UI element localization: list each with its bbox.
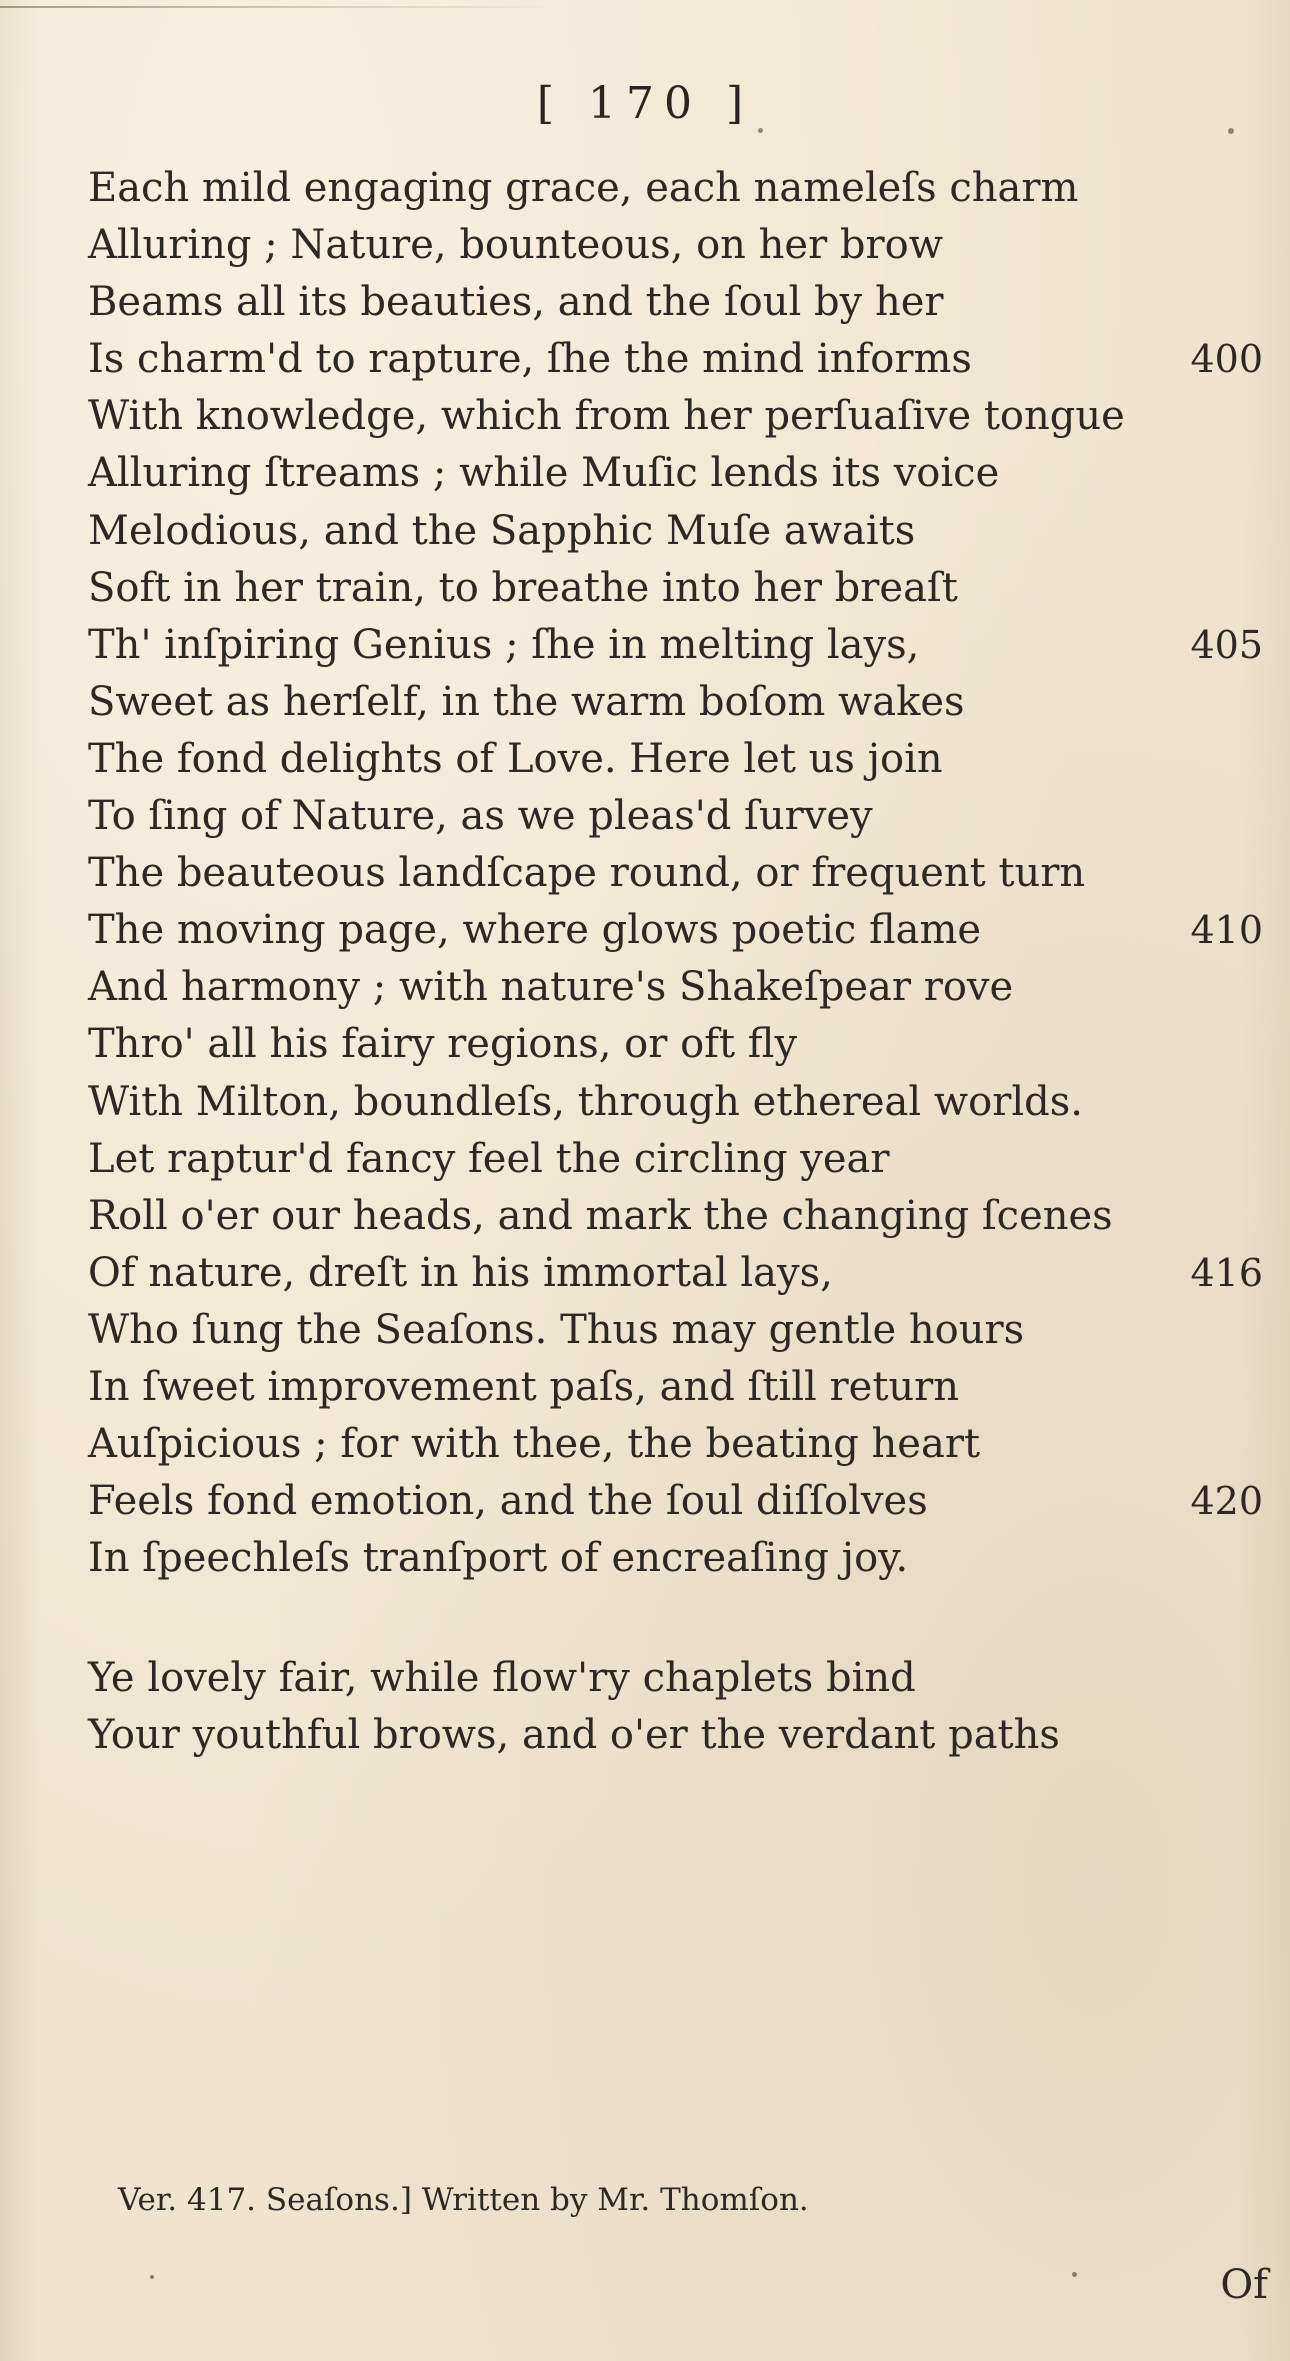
verse-line [88,902,1263,959]
verse-line [88,274,1263,331]
verse-line-text: Feels fond emotion, and the ſoul diſſolves [88,1478,928,1525]
ink-speck [1072,2272,1077,2277]
line-number: 410 [1190,908,1263,953]
ink-speck [1228,128,1234,134]
verse-line [88,388,1263,445]
top-edge-rule [0,6,560,8]
line-number: 416 [1190,1250,1263,1295]
verse-line-text: In ſweet improvement paſs, and ſtill return [88,1363,960,1410]
verse-line [88,1707,1263,1764]
verse-line [88,217,1263,274]
verse-line [88,617,1263,674]
verse-line-text: Melodious, and the Sapphic Muſe awaits [88,507,916,554]
verse-line-text: Alluring ſtreams ; while Muſic lends its voice [88,450,1000,497]
verse-line [88,1416,1263,1473]
stanza-1 [88,160,1263,1587]
verse-line-text: Sweet as herſelf, in the warm boſom wakes [88,678,965,725]
verse-line [88,560,1263,617]
line-number: 420 [1190,1479,1263,1524]
verse-line-text: Alluring ; Nature, bounteous, on her brow [88,222,943,269]
verse-line [88,1302,1263,1359]
verse-line [88,1016,1263,1073]
verse-line-text: In ſpeechleſs tranſport of encreaſing joy. [88,1535,909,1582]
line-number: 400 [1190,337,1263,382]
verse-line [88,1131,1263,1188]
verse-line-text: Who ſung the Seaſons. Thus may gentle hours [88,1306,1025,1353]
verse-block [88,160,1263,1765]
verse-line-text: Ye lovely fair, while flow'ry chaplets bind [88,1655,916,1702]
verse-line [88,160,1263,217]
verse-line [88,731,1263,788]
ink-speck [758,128,763,133]
verse-line [88,1245,1263,1302]
footnote: Ver. 417. Seaſons.] Written by Mr. Thomſon. [118,2182,809,2218]
verse-line-text: The fond delights of Love. Here let us join [88,735,943,782]
verse-line-text: Auſpicious ; for with thee, the beating heart [88,1421,981,1468]
verse-line [88,1530,1263,1587]
verse-line-text: Your youthful brows, and o'er the verdant paths [88,1712,1060,1759]
verse-line-text: Each mild engaging grace, each nameleſs charm [88,165,1079,211]
stanza-gap [88,1587,1263,1650]
verse-line-text: With Milton, boundleſs, through ethereal worlds. [88,1078,1083,1125]
verse-line [88,331,1263,388]
catchword: Of [1220,2262,1268,2308]
page-number: [ 170 ] [536,78,754,129]
verse-line-text: To ſing of Nature, as we pleas'd ſurvey [88,793,873,840]
verse-line-text: Let raptur'd fancy feel the circling year [88,1135,890,1182]
verse-line [88,788,1263,845]
ink-speck [150,2275,154,2279]
verse-line [88,1188,1263,1245]
verse-line [88,1359,1263,1416]
verse-line [88,1473,1263,1530]
verse-line [88,503,1263,560]
verse-line-text: With knowledge, which from her perſuaſive tongue [88,393,1125,440]
verse-line-text: Thro' all his fairy regions, or oft fly [88,1021,798,1068]
verse-line-text: Of nature, dreſt in his immortal lays, [88,1249,833,1296]
verse-line-text: Is charm'd to rapture, ſhe the mind informs [88,336,972,383]
verse-line [88,674,1263,731]
verse-line-text: Soft in her train, to breathe into her breaſt [88,564,958,611]
stanza-2 [88,1650,1263,1764]
verse-line-text: And harmony ; with nature's Shakeſpear rove [88,964,1014,1011]
verse-line-text: Roll o'er our heads, and mark the changing ſcenes [88,1192,1113,1239]
line-number: 405 [1190,622,1263,667]
verse-line-text: The beauteous landſcape round, or frequent turn [88,850,1086,897]
verse-line-text: Beams all its beauties, and the ſoul by her [88,279,944,326]
verse-line [88,1074,1263,1131]
verse-line [88,845,1263,902]
verse-line [88,445,1263,502]
verse-line [88,1650,1263,1707]
verse-line [88,959,1263,1016]
verse-line-text: The moving page, where glows poetic flame [88,907,982,954]
verse-line-text: Th' inſpiring Genius ; ſhe in melting lays, [88,621,920,668]
